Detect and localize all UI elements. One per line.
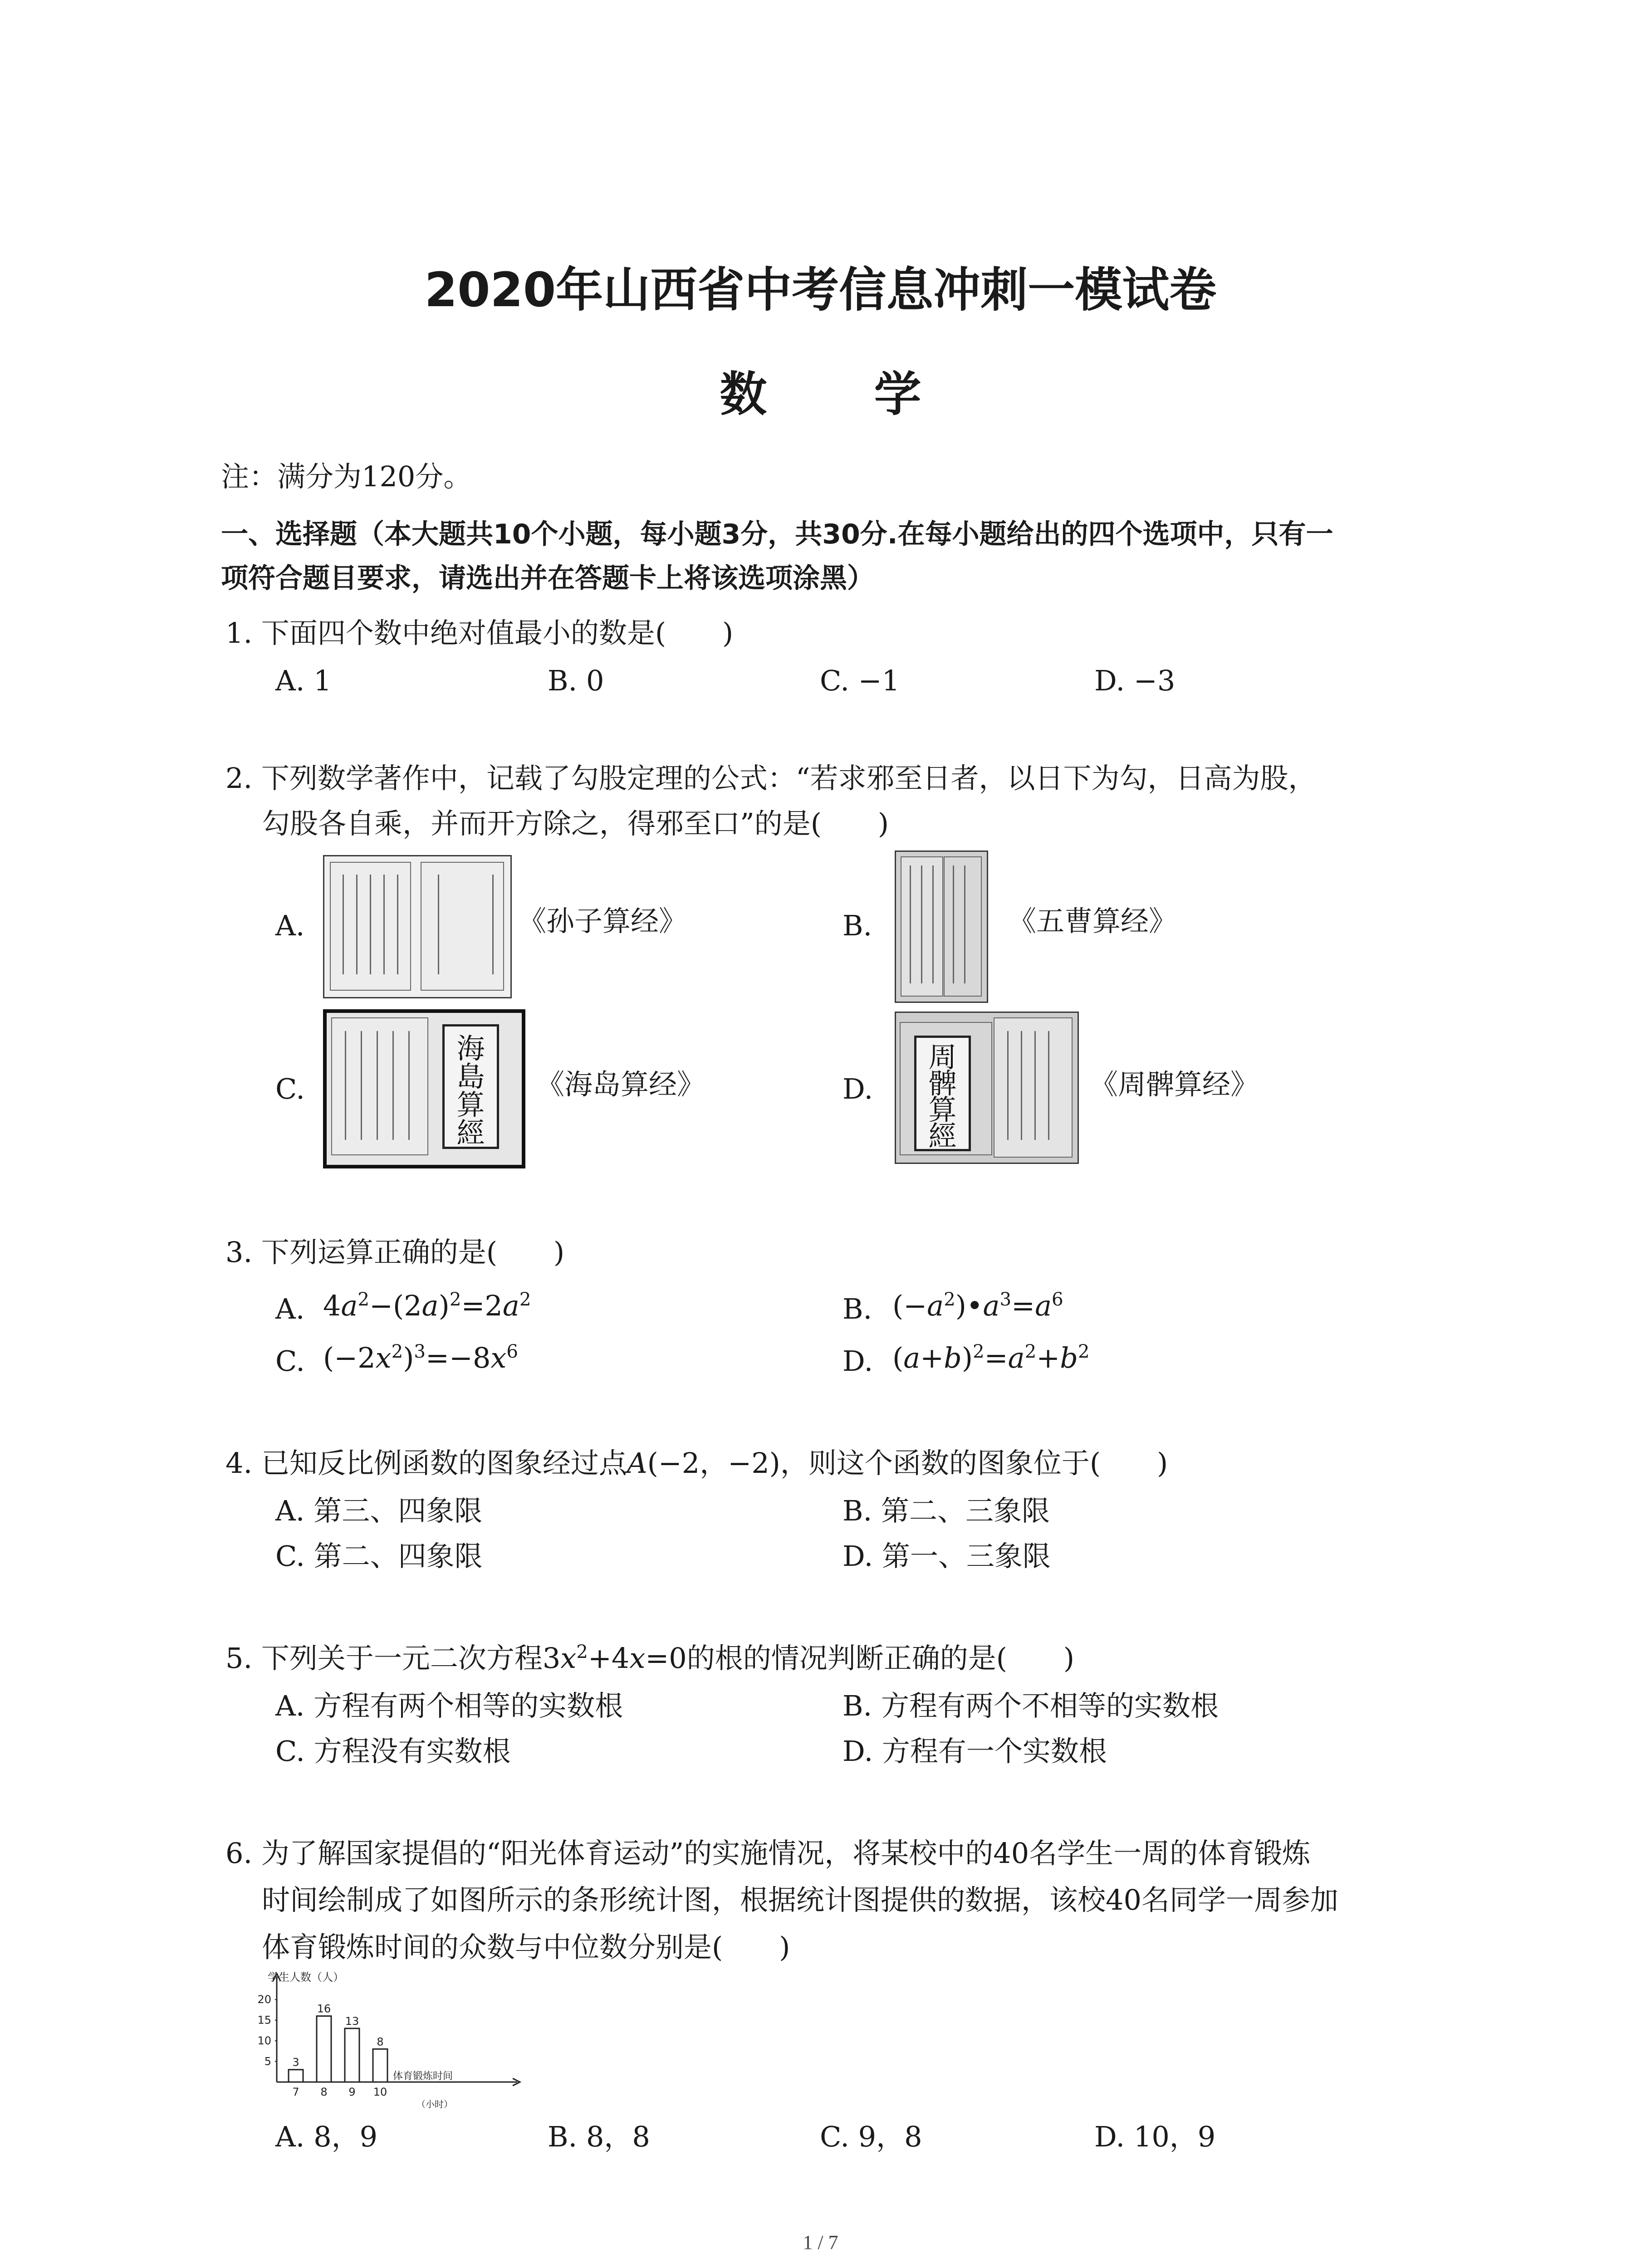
text-column: [408, 1031, 410, 1140]
question-6-stem-line2: 时间绘制成了如图所示的条形统计图，根据统计图提供的数据，该校40名同学一周参加: [262, 1883, 1338, 1916]
subject-title: 数 学: [720, 367, 967, 422]
question-4-stem: [225, 1447, 1168, 1480]
bar: [345, 2028, 359, 2082]
question-3-stem: 3. 下列运算正确的是( ): [225, 1236, 565, 1269]
question-2-option-c-label: C.: [275, 1072, 305, 1105]
cover-char: 髀: [928, 1067, 957, 1100]
cover-char: 算: [928, 1093, 957, 1126]
question-1-option-b: B. 0: [548, 664, 604, 697]
text-column: [492, 875, 494, 974]
book-cover-label: [914, 1036, 971, 1151]
text-column: [921, 865, 922, 983]
question-3-option-d-label: D.: [843, 1344, 873, 1378]
question-2-option-a-text: 《孙子算经》: [518, 904, 687, 938]
text-column: [370, 875, 371, 974]
bar-data-label: 13: [345, 2014, 359, 2028]
text-column: [345, 1031, 346, 1140]
question-5-stem: [225, 1641, 1075, 1675]
question-2-option-d-label: D.: [843, 1072, 873, 1105]
y-tick-label: 10: [257, 2034, 271, 2048]
question-5-stem-post: 的根的情况判断正确的是( ): [686, 1642, 1075, 1675]
book-page: [944, 856, 982, 997]
question-6-option-c: C. 9，8: [820, 2120, 922, 2153]
question-6-option-d: D. 10，9: [1094, 2120, 1216, 2153]
page-title: 2020年山西省中考信息冲刺一模试卷: [424, 262, 1217, 318]
text-column: [397, 875, 398, 974]
question-2-option-b-label: B.: [843, 909, 872, 942]
cover-char: 周: [928, 1041, 957, 1074]
section-heading-line2: 项符合题目要求，请选出并在答题卡上将该选项涂黑）: [221, 562, 874, 594]
bar-data-label: 16: [317, 2002, 331, 2015]
question-4-option-c: C. 第二、四象限: [275, 1540, 483, 1573]
question-1-option-c: C. −1: [820, 664, 900, 697]
text-column: [1034, 1031, 1036, 1140]
question-4-stem-pre: 4. 已知反比例函数的图象经过点: [225, 1447, 627, 1480]
text-column: [343, 875, 344, 974]
cover-char: 經: [928, 1119, 957, 1153]
question-5-equation: $3x^2+4x=0$: [542, 1641, 687, 1675]
y-tick-label: 20: [257, 1993, 271, 2006]
text-column: [1048, 1031, 1049, 1140]
question-3-option-d-expr: $(a+b)^2=a^2+b^2$: [892, 1340, 1090, 1374]
x-tick-label: 8: [320, 2086, 328, 2098]
bar-chart: [245, 1971, 526, 2121]
chart-layer: [257, 1971, 520, 2110]
question-4-point: A: [627, 1447, 647, 1480]
text-column: [356, 875, 358, 974]
book-image-wucao: [895, 850, 988, 1003]
question-2-option-d-text: 《周髀算经》: [1090, 1068, 1259, 1101]
question-4-option-d: D. 第一、三象限: [843, 1540, 1051, 1573]
book-page-right: [421, 862, 504, 991]
x-tick-label: 7: [292, 2086, 299, 2098]
question-5-option-c: C. 方程没有实数根: [275, 1735, 511, 1768]
question-2-option-c-text: 《海岛算经》: [536, 1068, 705, 1101]
x-axis-label: 体育锻炼时间: [393, 2071, 453, 2082]
x-tick-label: 9: [348, 2086, 356, 2098]
question-3-option-b-expr: $(-a^2)•a^3=a^6$: [892, 1288, 1063, 1322]
question-6-stem-line1: 6. 为了解国家提倡的“阳光体育运动”的实施情况，将某校中的40名学生一周的体育锻炼: [225, 1837, 1311, 1870]
question-3-option-b-label: B.: [843, 1292, 872, 1325]
question-2-option-a-label: A.: [275, 909, 305, 942]
book-image-sunzi: [323, 855, 512, 998]
bar-data-label: 3: [292, 2056, 299, 2069]
question-3-option-c-label: C.: [275, 1344, 305, 1378]
text-column: [438, 875, 439, 974]
text-column: [1007, 1031, 1009, 1140]
book-image-haidao: [323, 1009, 525, 1168]
question-3-option-a-expr: $4a^2-(2a)^2=2a^2$: [323, 1288, 531, 1322]
question-3-option-c-expr: $(-2x^2)^3=-8x^6$: [323, 1340, 519, 1374]
x-axis-unit: （小时）: [416, 2099, 453, 2110]
bar: [373, 2049, 387, 2082]
question-1-option-a: A. 1: [275, 664, 332, 697]
cover-char: 經: [456, 1116, 485, 1149]
text-column: [377, 1031, 378, 1140]
y-tick-label: 5: [264, 2055, 271, 2068]
question-5-option-a: A. 方程有两个相等的实数根: [275, 1689, 623, 1722]
section-heading-line1: 一、选择题（本大题共10个小题，每小题3分，共30分.在每小题给出的四个选项中，只有一: [221, 518, 1333, 550]
question-4-stem-post: (−2，−2)，则这个函数的图象位于( ): [647, 1447, 1168, 1480]
book-page: [994, 1017, 1073, 1158]
question-4-option-b: B. 第二、三象限: [843, 1494, 1050, 1527]
text-column: [964, 865, 965, 983]
question-6-option-a: A. 8，9: [275, 2120, 378, 2153]
cover-char: 算: [456, 1088, 485, 1121]
page-number: 1 / 7: [803, 2231, 838, 2253]
question-3-option-a-label: A.: [275, 1292, 305, 1325]
question-5-option-b: B. 方程有两个不相等的实数根: [843, 1689, 1219, 1722]
text-column: [932, 865, 934, 983]
text-column: [1021, 1031, 1022, 1140]
question-5-option-d: D. 方程有一个实数根: [843, 1735, 1107, 1768]
x-tick-label: 10: [373, 2086, 387, 2098]
question-2-stem-line1: 2. 下列数学著作中，记载了勾股定理的公式：“若求邪至日者，以日下为勾，日高为股，: [225, 762, 1317, 795]
y-axis-label: 学生人数（人）: [268, 1971, 344, 1984]
cover-char: 島: [456, 1060, 485, 1093]
bar: [317, 2016, 331, 2082]
text-column: [361, 1031, 362, 1140]
text-column: [910, 865, 911, 983]
question-6-stem-line3: 体育锻炼时间的众数与中位数分别是( ): [262, 1931, 790, 1964]
question-1-stem: 1. 下面四个数中绝对值最小的数是( ): [225, 616, 734, 650]
text-column: [383, 875, 385, 974]
question-2-option-b-text: 《五曹算经》: [1008, 904, 1177, 938]
cover-char: 海: [456, 1032, 485, 1065]
score-note: 注：满分为120分。: [221, 460, 472, 493]
text-column: [392, 1031, 394, 1140]
bar: [289, 2070, 303, 2082]
question-5-stem-pre: 5. 下列关于一元二次方程: [225, 1642, 543, 1675]
question-4-option-a: A. 第三、四象限: [275, 1494, 483, 1527]
y-tick-label: 15: [257, 2014, 271, 2027]
book-cover-label: [442, 1024, 499, 1149]
book-image-zhoubi: [895, 1012, 1079, 1164]
text-column: [953, 865, 954, 983]
bar-data-label: 8: [377, 2035, 384, 2048]
question-1-option-d: D. −3: [1094, 664, 1176, 697]
question-6-option-b: B. 8，8: [548, 2120, 650, 2153]
question-2-stem-line2: 勾股各自乘，并而开方除之，得邪至口”的是( ): [262, 807, 889, 840]
